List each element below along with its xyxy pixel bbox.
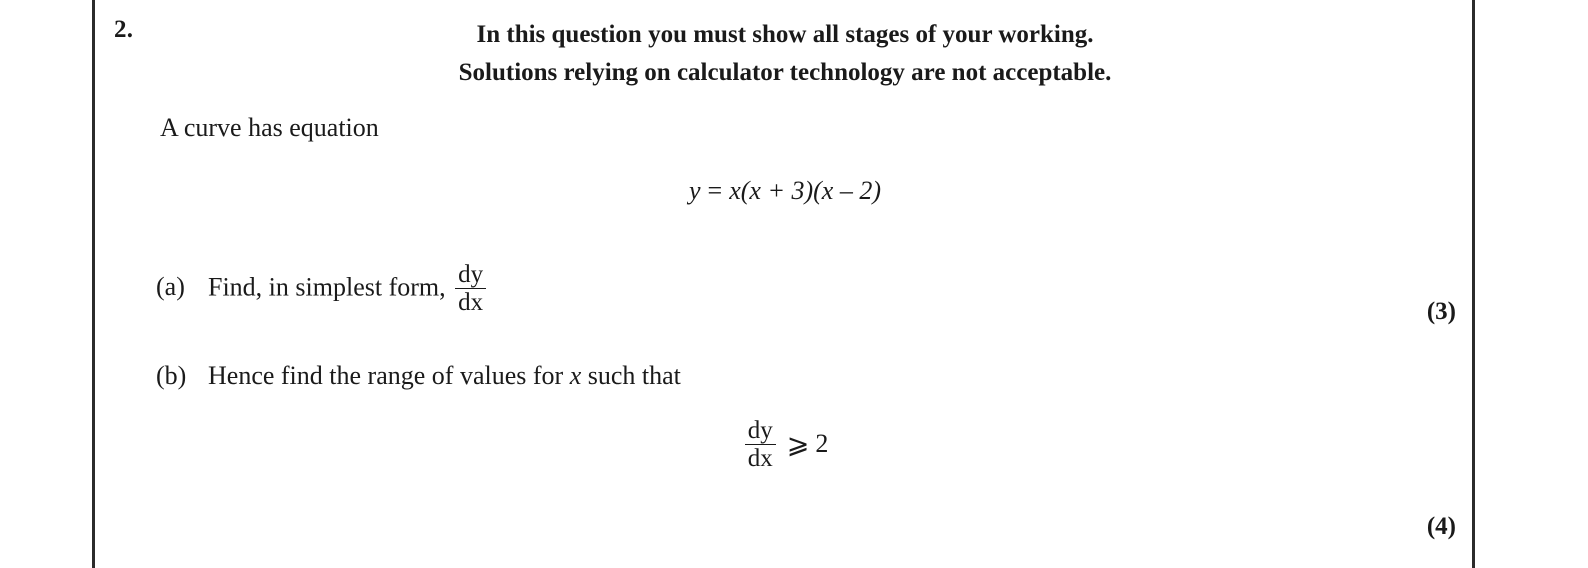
part-a-denominator: dx [455,288,486,316]
part-b-marks: (4) [1426,513,1456,540]
left-margin-rule [92,0,95,568]
part-a-marks: (3) [1426,298,1456,325]
part-b-text-before: Hence find the range of values for [208,361,564,390]
part-a [156,262,489,317]
instruction-line-1: In this question you must show all stages of your working. [476,21,1094,48]
part-b-value: 2 [815,429,829,459]
part-a-tag: (a) [156,272,185,302]
part-b-text-after: such that [587,361,681,390]
question-stem: A curve has equation [160,113,379,142]
part-b-tag: (b) [156,361,187,390]
right-margin-rule [1472,0,1475,568]
equation-lhs: y [688,176,701,205]
question-number: 2. [114,16,134,43]
greater-or-equal-symbol: ⩾ [786,429,810,460]
part-b-denominator: dx [745,444,776,472]
part-b-variable: x [569,361,582,390]
part-b-derivative-fraction [745,417,776,472]
instruction-block [160,16,1410,92]
part-a-text: Find, in simplest form, [208,272,446,302]
equation-equals: = [707,176,723,205]
equation-rhs: x(x + 3)(x – 2) [729,176,882,205]
part-a-numerator: dy [458,261,484,288]
part-b-inequality [160,418,1410,473]
instruction-line-2: Solutions relying on calculator technology are not acceptable. [458,59,1112,86]
curve-equation [160,176,1410,206]
part-b [156,361,681,391]
part-b-numerator: dy [747,417,773,444]
part-a-derivative-fraction [455,261,486,316]
